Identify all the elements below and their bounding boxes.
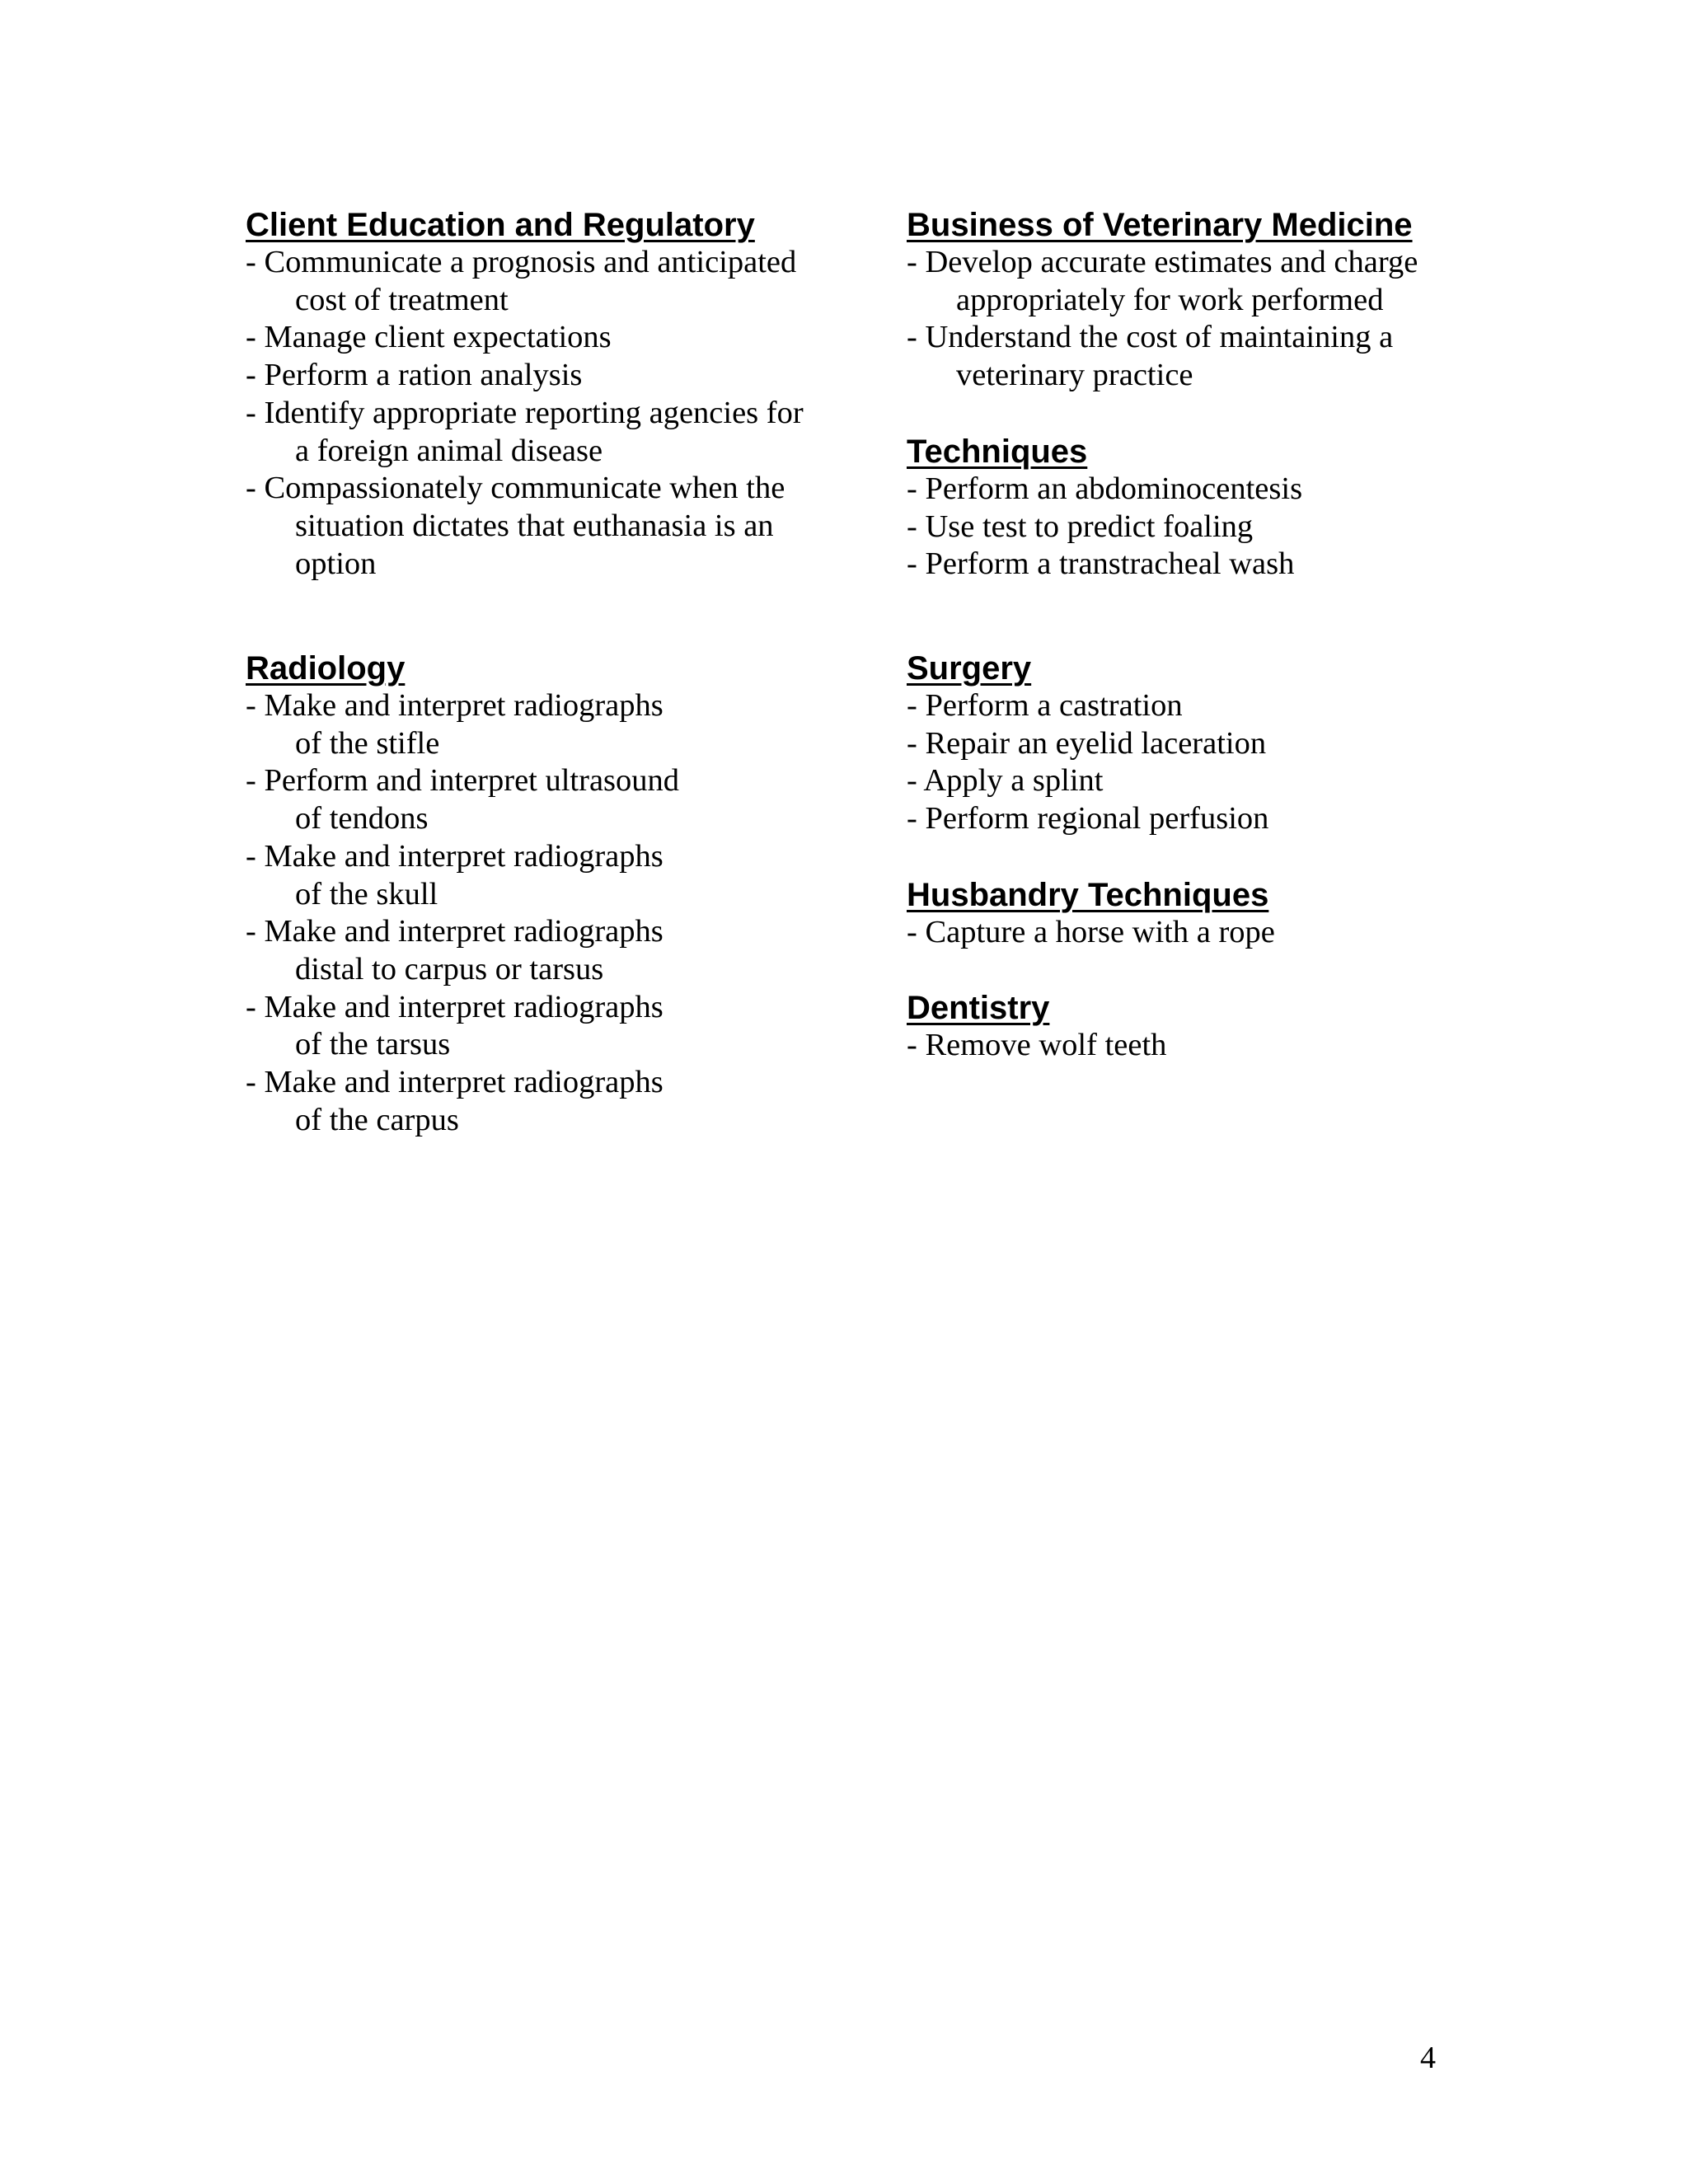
item-list: [907, 914, 1275, 952]
list-item: [907, 319, 1418, 394]
item-text: - Perform a transtracheal wash: [907, 546, 1295, 582]
list-item: [246, 989, 679, 1064]
item-text: - Develop accurate estimates and charge: [907, 245, 1418, 279]
section-radiology: [246, 649, 679, 1139]
list-item: [246, 244, 804, 319]
item-text: - Identify appropriate reporting agencies for: [246, 395, 804, 430]
item-text-continuation: of tendons: [295, 801, 429, 837]
item-text: - Compassionately communicate when the: [246, 471, 785, 506]
item-list: [907, 471, 1302, 583]
section-heading: Surgery: [907, 650, 1032, 687]
item-text-continuation: of the stifle: [295, 725, 440, 761]
item-text-continuation: of the tarsus: [295, 1027, 451, 1062]
list-item: [246, 470, 804, 583]
item-text: - Make and interpret radiographs: [246, 1065, 663, 1100]
item-text-continuation: situation dictates that euthanasia is an: [295, 508, 774, 543]
list-item: [907, 1027, 1166, 1065]
item-list: [246, 687, 679, 1139]
item-text: - Capture a horse with a rope: [907, 915, 1275, 949]
list-item: [246, 838, 679, 913]
item-list: [907, 244, 1418, 395]
section-business: [907, 206, 1418, 395]
item-list: [907, 1027, 1166, 1065]
list-item: [246, 913, 679, 988]
section-heading: Radiology: [246, 650, 406, 687]
item-text: - Perform a castration: [907, 688, 1183, 723]
section-heading: Business of Veterinary Medicine: [907, 207, 1413, 243]
item-text-continuation: option: [295, 546, 377, 581]
list-item: [246, 1064, 679, 1139]
item-text-continuation: appropriately for work performed: [956, 282, 1384, 317]
page-number: 4: [1420, 2041, 1436, 2075]
item-text: - Perform a ration analysis: [246, 358, 583, 393]
item-text-continuation: of the carpus: [295, 1102, 459, 1137]
list-item: [907, 687, 1268, 725]
list-item: [907, 800, 1268, 838]
list-item: [907, 914, 1275, 952]
item-text: - Repair an eyelid laceration: [907, 725, 1267, 761]
list-item: [907, 546, 1302, 583]
item-text-continuation: of the skull: [295, 876, 438, 912]
section-husbandry: [907, 876, 1275, 952]
item-text: - Perform an abdominocentesis: [907, 471, 1303, 506]
item-text: - Make and interpret radiographs: [246, 838, 663, 874]
item-list: [907, 687, 1268, 838]
item-text-continuation: cost of treatment: [295, 282, 509, 317]
item-text: - Communicate a prognosis and anticipated: [246, 245, 797, 279]
list-item: [907, 471, 1302, 509]
section-surgery: [907, 649, 1268, 838]
item-list: [246, 244, 804, 583]
item-text: - Remove wolf teeth: [907, 1028, 1167, 1062]
item-text: - Make and interpret radiographs: [246, 989, 663, 1024]
list-item: [246, 357, 804, 395]
section-dentistry: [907, 989, 1166, 1065]
list-item: [907, 509, 1302, 546]
item-text-continuation: distal to carpus or tarsus: [295, 951, 604, 987]
section-heading: Client Education and Regulatory: [246, 207, 755, 243]
item-text: - Make and interpret radiographs: [246, 914, 663, 949]
list-item: [907, 725, 1268, 763]
item-text: - Understand the cost of maintaining a: [907, 320, 1394, 355]
list-item: [246, 319, 804, 357]
list-item: [246, 395, 804, 470]
section-heading: Husbandry Techniques: [907, 877, 1269, 913]
list-item: [246, 687, 679, 762]
list-item: [907, 762, 1268, 800]
list-item: [246, 762, 679, 837]
item-text-continuation: a foreign animal disease: [295, 433, 603, 468]
section-heading: Dentistry: [907, 990, 1050, 1026]
item-text: - Perform and interpret ultrasound: [246, 763, 680, 799]
item-text: - Manage client expectations: [246, 320, 612, 355]
list-item: [907, 244, 1418, 319]
section-heading: Techniques: [907, 434, 1088, 470]
item-text: - Apply a splint: [907, 763, 1104, 799]
item-text: - Make and interpret radiographs: [246, 688, 663, 723]
item-text: - Use test to predict foaling: [907, 509, 1254, 544]
section-techniques: [907, 433, 1302, 583]
item-text-continuation: veterinary practice: [956, 358, 1193, 393]
section-client-education: [246, 206, 804, 583]
item-text: - Perform regional perfusion: [907, 801, 1269, 837]
